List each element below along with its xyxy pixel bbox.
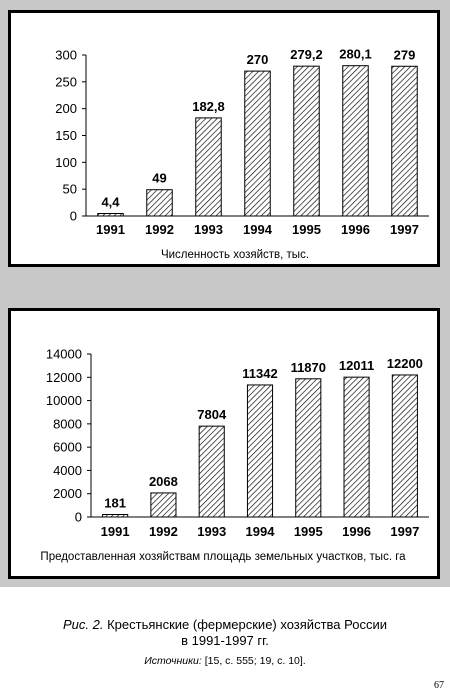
- x-category-label: 1991: [100, 524, 130, 539]
- bar-value-label: 12011: [338, 358, 375, 374]
- bar-value-label: 279,2: [290, 47, 323, 63]
- figure-title: Крестьянские (фермерские) хозяйства России: [103, 617, 387, 632]
- y-tick-label: 12000: [45, 369, 82, 385]
- y-tick-label: 150: [55, 128, 77, 143]
- bar-value-label: 181: [104, 495, 126, 511]
- bar-1993: [199, 426, 224, 517]
- x-category-label: 1992: [145, 222, 174, 237]
- y-tick-label: 50: [62, 181, 77, 197]
- bar-value-label: 11342: [242, 365, 278, 381]
- y-tick-label: 4000: [53, 462, 82, 478]
- figure-label: Рис. 2.: [63, 617, 104, 632]
- x-axis-title: Численность хозяйств, тыс.: [160, 249, 310, 261]
- bar-1995: [294, 66, 319, 216]
- bar-value-label: 279: [393, 47, 416, 63]
- y-tick-label: 200: [55, 101, 77, 117]
- y-tick-label: 14000: [45, 346, 82, 362]
- bar-value-label: 49: [152, 170, 167, 186]
- y-tick-label: 8000: [53, 416, 82, 432]
- bar-1993: [196, 118, 221, 216]
- chart-frame-households: [8, 10, 440, 267]
- bar-value-label: 2068: [148, 473, 178, 489]
- x-category-label: 1994: [245, 524, 275, 539]
- y-tick-label: 250: [55, 74, 77, 90]
- x-category-label: 1996: [342, 524, 372, 539]
- x-category-label: 1995: [293, 524, 323, 539]
- x-category-label: 1992: [148, 524, 178, 539]
- bar-1994: [247, 385, 272, 517]
- x-category-label: 1996: [341, 222, 370, 237]
- y-tick-label: 6000: [53, 439, 82, 455]
- households-bar-chart: [11, 13, 437, 264]
- bar-1996: [344, 377, 369, 517]
- bar-value-label: 12200: [386, 355, 423, 371]
- x-category-label: 1993: [197, 524, 227, 539]
- bar-1996: [343, 66, 368, 216]
- bar-1991: [98, 214, 123, 217]
- sources-label: Источники:: [144, 655, 202, 667]
- bar-value-label: 280,1: [339, 46, 372, 62]
- bar-value-label: 11870: [290, 359, 327, 375]
- y-tick-label: 10000: [45, 393, 82, 409]
- bar-value-label: 4,4: [101, 194, 120, 210]
- bar-1994: [245, 71, 270, 216]
- x-category-label: 1993: [194, 222, 223, 237]
- x-category-label: 1994: [243, 222, 272, 237]
- page-number: 67: [434, 680, 444, 691]
- bar-1992: [151, 493, 176, 517]
- y-tick-label: 300: [55, 47, 77, 63]
- figure-caption-line1: [0, 617, 450, 632]
- x-category-label: 1995: [292, 222, 321, 237]
- bar-1991: [103, 515, 128, 518]
- bar-1995: [296, 379, 321, 517]
- bar-1992: [147, 190, 172, 216]
- figure-caption-line2: в 1991-1997 гг.: [181, 633, 269, 648]
- x-category-label: 1991: [96, 222, 125, 237]
- land-area-bar-chart: [11, 311, 437, 576]
- chart-frame-land-area: [8, 308, 440, 579]
- bar-1997: [392, 66, 417, 216]
- y-tick-label: 100: [55, 154, 77, 170]
- x-category-label: 1997: [390, 222, 419, 237]
- bar-1997: [392, 375, 417, 517]
- bar-value-label: 7804: [197, 407, 227, 423]
- bar-value-label: 270: [246, 52, 269, 68]
- y-tick-label: 2000: [53, 486, 82, 502]
- figure-sources: [0, 655, 450, 667]
- y-tick-label: 0: [69, 208, 77, 224]
- x-category-label: 1997: [390, 524, 420, 539]
- sources-text: [15, с. 555; 19, с. 10].: [201, 655, 306, 667]
- y-tick-label: 0: [74, 509, 82, 525]
- x-axis-title: Предоставленная хозяйствам площадь земельных участков, тыс. га: [40, 551, 406, 563]
- bar-value-label: 182,8: [192, 98, 225, 114]
